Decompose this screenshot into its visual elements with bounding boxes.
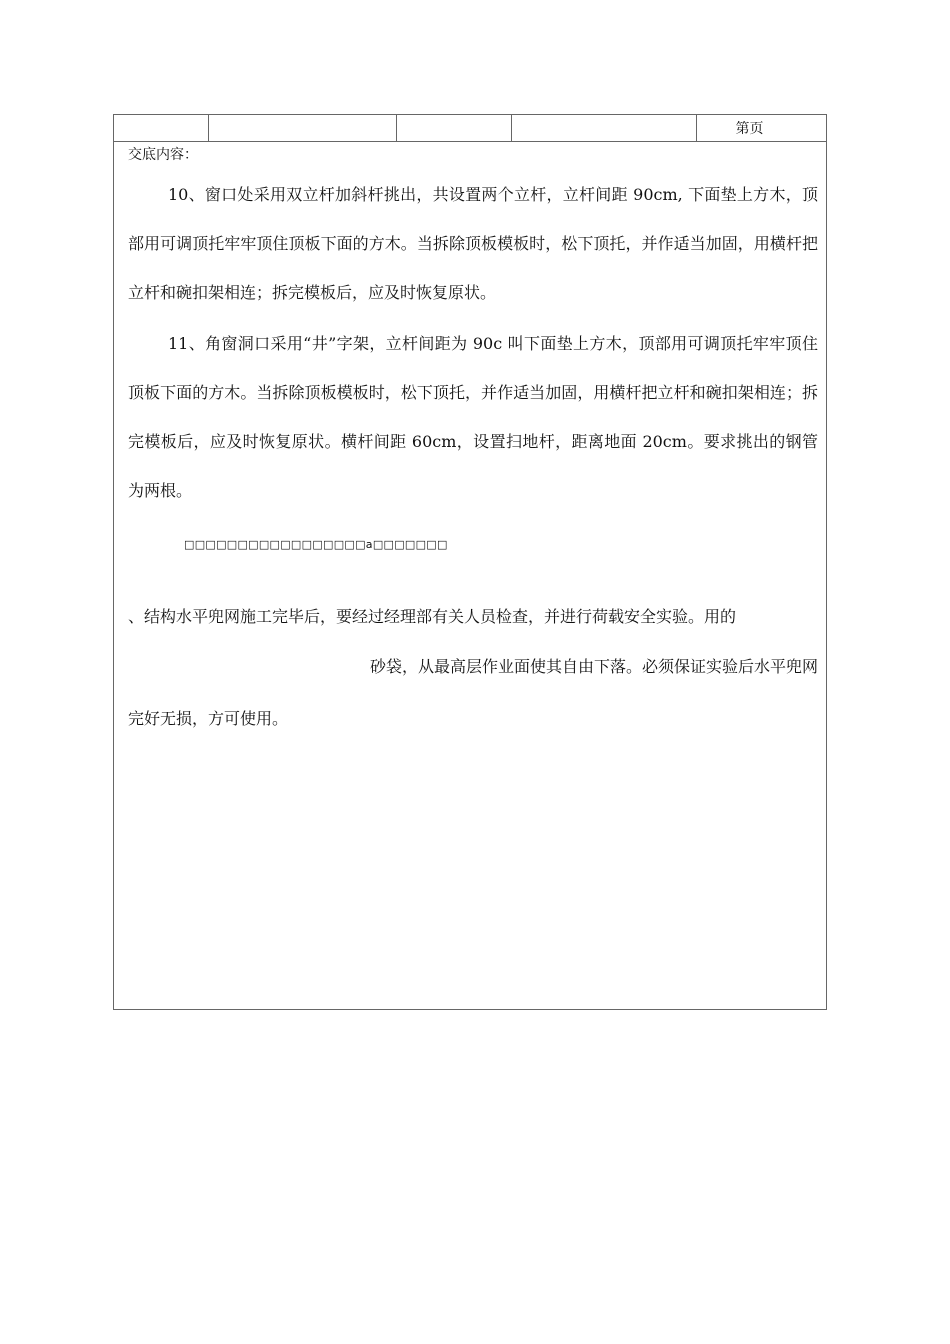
paragraph-10: 10、窗口处采用双立杆加斜杆挑出，共设置两个立杆，立杆间距 90cm, 下面垫上方木，顶部用可调顶托牢牢顶住顶板下面的方木。当拆除顶板模板时，松下顶托，并作适当加固，用横杆把立杆和碗扣架相连；拆完模板后，应及时恢复原状。 <box>128 185 818 302</box>
paragraph-net-line-1: 、结构水平兜网施工完毕后，要经过经理部有关人员检查，并进行荷载安全实验。用的 <box>128 607 737 626</box>
paragraph-11: 11、角窗洞口采用“井”字架，立杆间距为 90c 叫下面垫上方木，顶部用可调顶托牢牢顶住顶板下面的方木。当拆除顶板模板时，松下顶托，并作适当加固，用横杆把立杆和碗扣架相连；拆完模板后，应及时恢复原状。横杆间距 60cm，设置扫地杆，距离地面 20cm。要求挑出的钢管为两根。 <box>128 334 818 500</box>
paragraph-net-line-2: 砂袋，从最高层作业面使其自由下落。必须保证实验后水平兜网 <box>369 657 818 676</box>
page-number-cell: 第页 <box>735 121 764 137</box>
handover-document-frame <box>113 114 827 1010</box>
header-row <box>114 115 826 142</box>
garbled-placeholder-text: □□□□□□□□□□□□□□□□□a□□□□□□□ <box>184 538 448 551</box>
paragraph-net-line-3: 完好无损，方可使用。 <box>128 709 289 728</box>
section-label: 交底内容： <box>128 147 198 163</box>
header-cell-2 <box>209 115 397 141</box>
header-cell-4 <box>512 115 697 141</box>
header-cell-1 <box>114 115 209 141</box>
header-cell-3 <box>397 115 512 141</box>
